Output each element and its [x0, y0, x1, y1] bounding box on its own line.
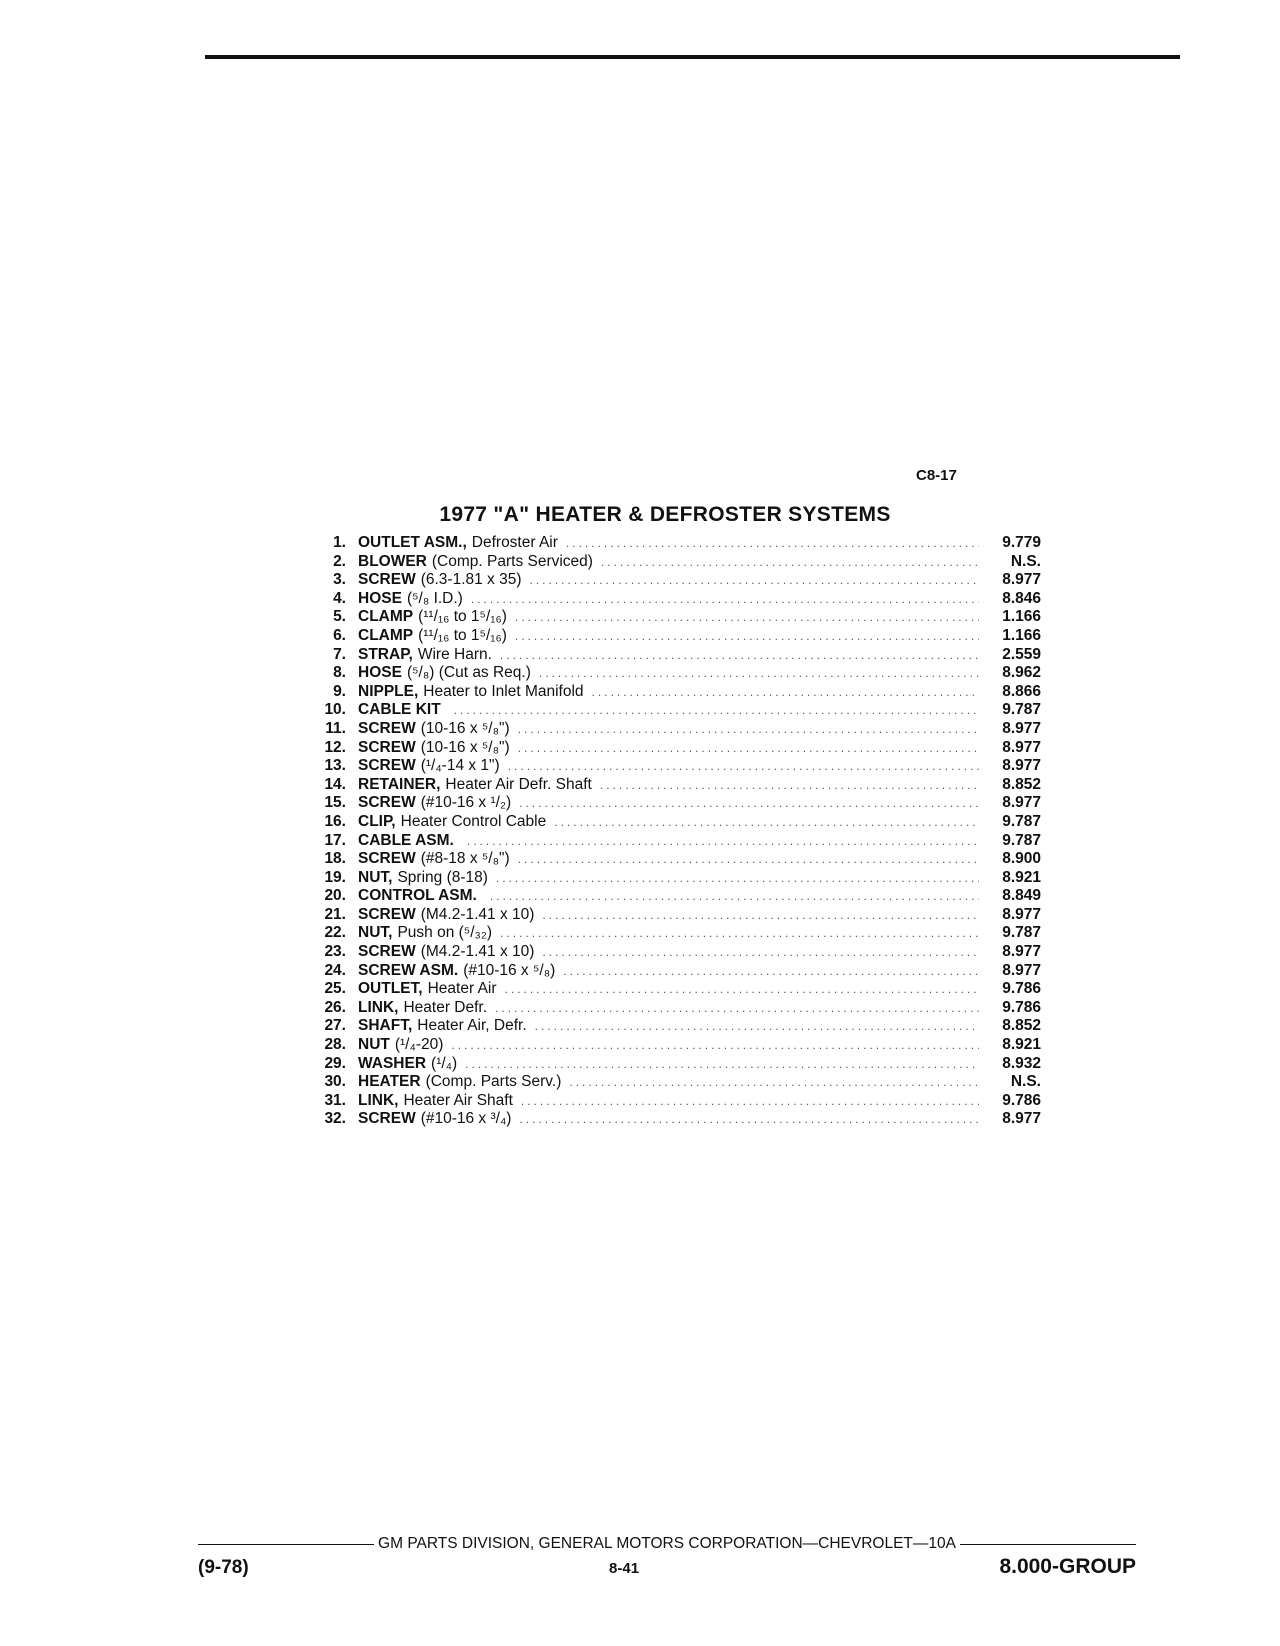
part-group-number: 8.852 [1002, 1017, 1041, 1035]
page-title: 1977 "A" HEATER & DEFROSTER SYSTEMS [439, 503, 891, 526]
part-number: 16. [324, 812, 346, 830]
part-row [310, 906, 1055, 925]
dot-leader [518, 739, 979, 757]
dot-leader [542, 906, 979, 924]
part-group-number: 9.786 [1002, 980, 1041, 998]
part-name: BLOWER [358, 552, 427, 570]
part-name: LINK, [358, 998, 399, 1016]
part-number: 17. [324, 831, 346, 849]
part-row [310, 813, 1055, 832]
part-number: 4. [333, 589, 346, 607]
part-description: Spring (8-18) [397, 868, 488, 886]
part-name: LINK, [358, 1091, 399, 1109]
part-group-number: 8.977 [1002, 571, 1041, 589]
part-name: SCREW [358, 738, 416, 756]
part-number: 18. [324, 850, 346, 868]
part-name: OUTLET ASM., [358, 534, 467, 551]
part-group-number: 8.977 [1002, 1110, 1041, 1128]
part-name: CLIP, [358, 812, 396, 830]
part-group-number: 1.166 [1002, 608, 1041, 626]
part-number: 1. [333, 534, 346, 551]
part-group-number: N.S. [1010, 1073, 1041, 1091]
dot-leader [566, 534, 979, 552]
part-group-number: 8.977 [1002, 794, 1041, 812]
part-name: SCREW [358, 943, 416, 961]
footer-rule-left [198, 1544, 374, 1545]
part-name: NUT [358, 1036, 390, 1054]
part-group-number: 9.779 [1002, 534, 1041, 551]
part-group-number: 8.900 [1002, 850, 1041, 868]
part-number: 32. [324, 1110, 346, 1128]
part-number: 24. [324, 961, 346, 979]
part-row [310, 794, 1055, 813]
part-number: 13. [324, 757, 346, 775]
part-group-number: 8.977 [1002, 905, 1041, 923]
part-number: 23. [324, 943, 346, 961]
part-description: Push on (⁵/₃₂) [397, 924, 493, 942]
dot-leader [530, 571, 979, 589]
part-number: 11. [325, 719, 346, 737]
part-name: CLAMP [358, 626, 414, 644]
part-row [310, 869, 1055, 888]
dot-leader [535, 1017, 979, 1035]
part-description: (¹/₄-14 x 1") [420, 757, 500, 775]
part-row [310, 850, 1055, 869]
part-name: SCREW [358, 571, 416, 589]
part-name: WASHER [358, 1054, 427, 1072]
dot-leader [495, 999, 979, 1017]
part-number: 6. [333, 626, 346, 644]
dot-leader [519, 1110, 979, 1128]
part-number: 14. [324, 775, 346, 793]
part-group-number: 1.166 [1002, 626, 1041, 644]
top-rule [205, 55, 1180, 59]
parts-list [310, 534, 1055, 1129]
part-row [310, 720, 1055, 739]
part-number: 3. [333, 571, 346, 589]
dot-leader [500, 646, 979, 664]
part-group-number: 8.852 [1002, 775, 1041, 793]
part-row [310, 534, 1055, 553]
part-row [310, 571, 1055, 590]
part-name: HOSE [358, 664, 402, 682]
part-row [310, 646, 1055, 665]
part-number: 30. [324, 1073, 346, 1091]
part-number: 27. [324, 1017, 346, 1035]
part-group-number: 9.787 [1002, 831, 1041, 849]
part-name: NUT, [358, 924, 393, 942]
dot-leader [601, 553, 979, 571]
part-name: SCREW [358, 719, 416, 737]
dot-leader [518, 850, 979, 868]
part-name: CLAMP [358, 608, 414, 626]
dot-leader [563, 962, 979, 980]
dot-leader [500, 924, 979, 942]
part-description: (#10-16 x ³/₄) [420, 1110, 512, 1128]
dot-leader [496, 869, 979, 887]
footer-group: 8.000-GROUP [999, 1555, 1136, 1578]
dot-leader [542, 943, 979, 961]
part-name: SCREW [358, 850, 416, 868]
part-row [310, 1017, 1055, 1036]
part-name: SCREW [358, 905, 416, 923]
dot-leader [471, 590, 979, 608]
footer-date: (9-78) [198, 1557, 249, 1578]
part-name: HOSE [358, 589, 402, 607]
part-group-number: 9.787 [1002, 701, 1041, 719]
part-group-number: 8.977 [1002, 738, 1041, 756]
part-description: (M4.2-1.41 x 10) [420, 905, 535, 923]
part-description: (6.3-1.81 x 35) [420, 571, 522, 589]
part-row [310, 887, 1055, 906]
part-number: 19. [324, 868, 346, 886]
part-number: 31. [324, 1091, 346, 1109]
part-group-number: 2.559 [1002, 645, 1041, 663]
dot-leader [518, 720, 979, 738]
part-number: 20. [324, 887, 346, 905]
part-number: 25. [324, 980, 346, 998]
part-description: (¹¹/₁₆ to 1⁵/₁₆) [418, 626, 507, 644]
part-description: Heater Control Cable [400, 812, 547, 830]
part-number: 8. [333, 664, 346, 682]
part-name: CONTROL ASM. [358, 887, 477, 905]
part-description: Heater Air [427, 980, 497, 998]
dot-leader [490, 887, 979, 905]
dot-leader [508, 757, 979, 775]
part-number: 2. [333, 552, 346, 570]
part-row [310, 999, 1055, 1018]
part-description: (#10-16 x ¹/₂) [420, 794, 512, 812]
dot-leader [515, 627, 979, 645]
part-description: Heater to Inlet Manifold [423, 682, 584, 700]
part-row [310, 1092, 1055, 1111]
footer-row [198, 1555, 1136, 1579]
dot-leader [465, 1055, 979, 1073]
part-description: (⁵/₈ I.D.) [406, 589, 463, 607]
part-row [310, 701, 1055, 720]
part-group-number: 8.846 [1002, 589, 1041, 607]
part-description: (¹/₄) [431, 1054, 458, 1072]
dot-leader [454, 701, 979, 719]
part-name: SHAFT, [358, 1017, 413, 1035]
part-name: RETAINER, [358, 775, 441, 793]
part-row [310, 757, 1055, 776]
dot-leader [521, 1092, 979, 1110]
part-number: 5. [333, 608, 346, 626]
part-description: (¹¹/₁₆ to 1⁵/₁₆) [418, 608, 507, 626]
part-row [310, 590, 1055, 609]
part-row [310, 832, 1055, 851]
part-name: SCREW [358, 794, 416, 812]
dot-leader [519, 794, 979, 812]
part-group-number: 9.786 [1002, 1091, 1041, 1109]
dot-leader [451, 1036, 979, 1054]
part-name: CABLE KIT [358, 701, 441, 719]
footer-division-line [198, 1535, 1136, 1553]
part-row [310, 553, 1055, 572]
part-name: SCREW [358, 757, 416, 775]
section-code: C8-17 [916, 467, 957, 484]
part-group-number: 8.977 [1002, 961, 1041, 979]
part-description: Heater Defr. [403, 998, 488, 1016]
part-number: 26. [324, 998, 346, 1016]
dot-leader [515, 608, 979, 626]
part-description: Heater Air Defr. Shaft [445, 775, 592, 793]
part-group-number: 8.977 [1002, 719, 1041, 737]
part-name: SCREW ASM. [358, 961, 459, 979]
part-description: Heater Air, Defr. [417, 1017, 527, 1035]
part-description: Wire Harn. [417, 645, 492, 663]
part-row [310, 627, 1055, 646]
part-description: (Comp. Parts Serv.) [425, 1073, 562, 1091]
part-group-number: 8.921 [1002, 868, 1041, 886]
part-name: HEATER [358, 1073, 421, 1091]
part-group-number: 8.977 [1002, 757, 1041, 775]
part-row [310, 664, 1055, 683]
part-group-number: 8.977 [1002, 943, 1041, 961]
part-description: (Comp. Parts Serviced) [431, 552, 593, 570]
part-number: 22. [324, 924, 346, 942]
part-number: 9. [333, 682, 346, 700]
part-row [310, 1073, 1055, 1092]
part-description: (10-16 x ⁵/₈") [420, 719, 510, 737]
part-number: 29. [324, 1054, 346, 1072]
part-name: SCREW [358, 1110, 416, 1128]
part-row [310, 962, 1055, 981]
dot-leader [554, 813, 979, 831]
part-number: 10. [324, 701, 346, 719]
part-description: (#8-18 x ⁵/₈") [420, 850, 510, 868]
part-number: 21. [324, 905, 346, 923]
dot-leader [539, 664, 979, 682]
footer-division: GM PARTS DIVISION, GENERAL MOTORS CORPORATION—CHEVROLET—10A [378, 1535, 956, 1552]
part-name: OUTLET, [358, 980, 423, 998]
part-group-number: 8.921 [1002, 1036, 1041, 1054]
part-row [310, 1036, 1055, 1055]
part-row [310, 739, 1055, 758]
part-row [310, 1110, 1055, 1129]
dot-leader [569, 1073, 979, 1091]
part-description: (M4.2-1.41 x 10) [420, 943, 535, 961]
part-description: Defroster Air [471, 534, 558, 551]
part-name: NUT, [358, 868, 393, 886]
footer-rule-right [960, 1544, 1136, 1545]
part-number: 28. [324, 1036, 346, 1054]
part-name: CABLE ASM. [358, 831, 454, 849]
dot-leader [505, 980, 979, 998]
part-row [310, 1055, 1055, 1074]
part-group-number: 9.787 [1002, 924, 1041, 942]
dot-leader [592, 683, 979, 701]
part-number: 12. [324, 738, 346, 756]
part-description: Heater Air Shaft [403, 1091, 513, 1109]
part-group-number: 9.787 [1002, 812, 1041, 830]
part-row [310, 980, 1055, 999]
part-name: NIPPLE, [358, 682, 419, 700]
part-row [310, 608, 1055, 627]
part-description: (10-16 x ⁵/₈") [420, 738, 510, 756]
part-description: (⁵/₈) (Cut as Req.) [406, 664, 531, 682]
part-group-number: 8.849 [1002, 887, 1041, 905]
part-name: STRAP, [358, 645, 413, 663]
dot-leader [467, 832, 979, 850]
part-number: 15. [324, 794, 346, 812]
part-group-number: 8.962 [1002, 664, 1041, 682]
part-group-number: 8.932 [1002, 1054, 1041, 1072]
part-description: (¹/₄-20) [394, 1036, 444, 1054]
part-group-number: N.S. [1010, 552, 1041, 570]
part-row [310, 776, 1055, 795]
part-description: (#10-16 x ⁵/₈) [463, 961, 556, 979]
footer [198, 1535, 1136, 1579]
part-group-number: 8.866 [1002, 682, 1041, 700]
footer-page-number: 8-41 [609, 1560, 640, 1577]
part-group-number: 9.786 [1002, 998, 1041, 1016]
part-row [310, 943, 1055, 962]
part-number: 7. [333, 645, 346, 663]
part-row [310, 683, 1055, 702]
part-row [310, 924, 1055, 943]
dot-leader [600, 776, 979, 794]
